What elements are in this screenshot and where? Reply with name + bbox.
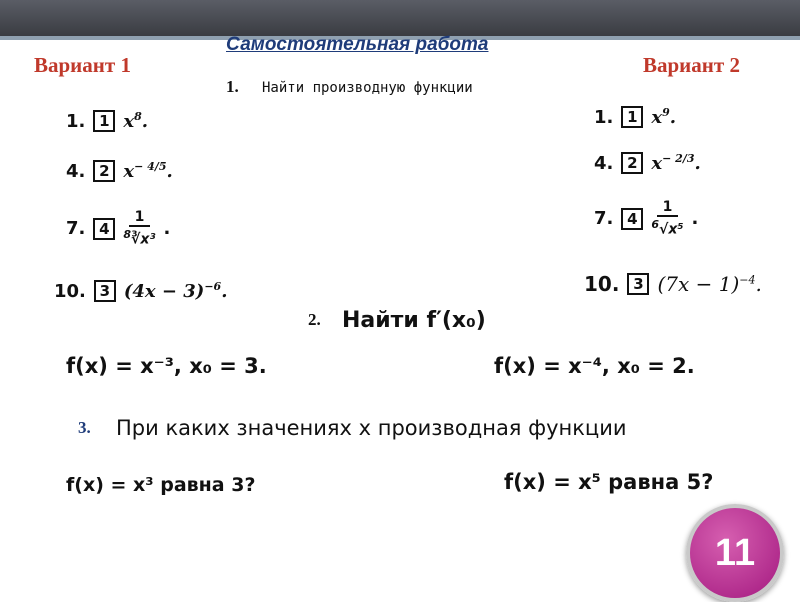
- answer-box: 1: [621, 106, 643, 128]
- v2-item-7: 7. 4 $\frac{1}{^6√x^5}$ .: [594, 199, 699, 238]
- variant2-label: Вариант 2: [643, 53, 740, 77]
- v1-item-10: [54, 280, 227, 302]
- task2-variant2: f(x) = x⁻⁴, x₀ = 2.: [494, 354, 695, 378]
- expression: $(4x - 3)^{-6}$.: [123, 280, 228, 302]
- answer-box: 4: [621, 208, 643, 230]
- task1-text: Найти производную функции: [262, 80, 473, 96]
- task2-text: Найти f′(x₀): [342, 308, 486, 333]
- v2-item-10: [584, 272, 762, 296]
- task3-variant2: f(x) = x⁵ равна 5?: [504, 470, 714, 494]
- item-number: 7.: [594, 208, 614, 230]
- fraction: $\frac{1}{^8∛x^3}$: [123, 209, 156, 248]
- task3-number: 3.: [78, 418, 91, 437]
- item-number: 10.: [584, 272, 620, 296]
- page-title: Самостоятельная работа: [226, 34, 489, 55]
- task3-text: При каких значениях x производная функции: [116, 416, 627, 440]
- task2-number: 2.: [308, 310, 321, 329]
- answer-box: 3: [627, 273, 649, 295]
- expression: $x^{- 4/5}$.: [123, 160, 173, 182]
- item-number: 1.: [594, 106, 614, 128]
- variant1-label: Вариант 1: [34, 53, 131, 77]
- slide-number-badge: 11: [686, 504, 784, 602]
- item-number: 10.: [54, 280, 86, 302]
- answer-box: 2: [93, 160, 115, 182]
- v1-item-4: [66, 160, 173, 182]
- v1-item-7: 7. 4 $\frac{1}{^8∛x^3}$ .: [66, 209, 171, 248]
- answer-box: 3: [94, 280, 116, 302]
- item-number: 1.: [66, 110, 86, 132]
- item-number: 4.: [594, 152, 614, 174]
- expression: $(7x - 1)^{-4}$.: [657, 272, 762, 296]
- item-number: 4.: [66, 160, 86, 182]
- expression: $x^{- 2/3}$.: [651, 152, 701, 174]
- v2-item-4: [594, 152, 701, 174]
- expression: $x^8$.: [123, 110, 149, 132]
- answer-box: 4: [93, 218, 115, 240]
- v1-item-1: [66, 110, 148, 132]
- task2-variant1: f(x) = x⁻³, x₀ = 3.: [66, 354, 267, 378]
- task1-number: 1.: [226, 77, 239, 96]
- answer-box: 1: [93, 110, 115, 132]
- fraction: $\frac{1}{^6√x^5}$: [651, 199, 684, 238]
- item-number: 7.: [66, 218, 86, 240]
- expression: $x^9$.: [651, 106, 677, 128]
- answer-box: 2: [621, 152, 643, 174]
- top-bar: [0, 0, 800, 36]
- task3-variant1: f(x) = x³ равна 3?: [66, 474, 256, 496]
- v2-item-1: [594, 106, 676, 128]
